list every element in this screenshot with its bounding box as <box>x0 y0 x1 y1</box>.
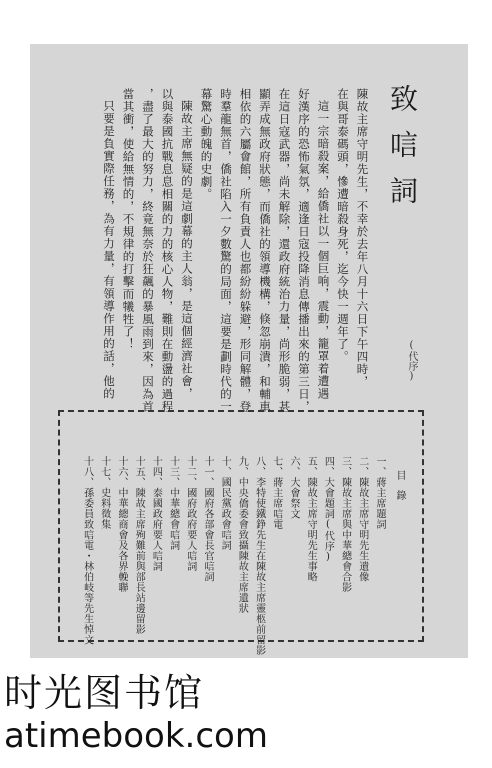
body-line: 以與泰國抗戰息息相關的力的核心人物，難則在動盪的過程 <box>160 88 175 413</box>
body-line: 相依的六屬會館，所有負責人也都紛紛躲避，形同解體，登 <box>238 88 253 413</box>
toc-item: 四、大會題詞(代序) <box>322 456 334 563</box>
toc-heading: 目錄 <box>394 470 405 510</box>
body-line: 這一宗暗殺案，給僑社以一個巨响，震動，籠罩着遭遇 <box>316 100 331 400</box>
body-line: 陳故主席無疑的是這劇幕的主人翁，是這個經濟社會， <box>180 100 194 400</box>
body-line: 只要是負實際任務，為有力量，有領導作用的話，他的 <box>102 100 116 400</box>
toc-item: 十五、陳故主席殉難前與部長站邊留影 <box>133 456 145 635</box>
toc-item: 十二、國府政府要人唁詞 <box>184 456 196 572</box>
body-line: 好漢序的恐怖氣氛，適逢日寇投降消息傳播出來的第三日， <box>297 88 311 413</box>
toc-item: 十一、國府各部會長官唁詞 <box>202 456 213 582</box>
body-line: ，盡了最大的努力，終竟無奈於狂飆的暴風雨到來，因為首 <box>141 88 155 413</box>
toc-item: 十八、孫委員致唁電・林伯岐等先生悼文 <box>81 456 93 645</box>
toc-item: 一、蔣主席題詞 <box>374 456 385 530</box>
watermark-chinese: 时光图书馆 <box>4 671 205 715</box>
toc-item: 十、國民黨政會唁詞 <box>219 456 231 551</box>
toc-item: 十三、中華總會唁詞 <box>167 456 179 551</box>
page-subtitle: (代序) <box>406 340 417 382</box>
body-line: 陳故主席守明先生，不幸於去年八月十六日下午四時， <box>355 88 370 388</box>
body-line: 幕驚心動魄的史劇。 <box>199 88 214 201</box>
toc-item: 七、蔣主席唁電 <box>270 456 282 530</box>
body-line: 當其衝，使給無情的，不規律的打擊而犧牲了！ <box>121 88 136 351</box>
toc-item: 十七、史料徵集 <box>98 456 110 530</box>
toc-item: 五、陳故主席守明先生事略 <box>305 456 317 582</box>
watermark-url: atimebook.com <box>4 716 268 756</box>
body-line: 顯弄成無政府狀態，而僑社的領導機構，倏忽崩潰，和輔車 <box>258 88 272 413</box>
toc-item: 二、陳故主席守明先生遺像 <box>356 456 368 582</box>
body-line: 在這日寇武器，尚未解除，還政府統治力量，尚形脆弱，甚 <box>277 88 292 413</box>
toc-item: 六、大會祭文 <box>288 456 299 519</box>
toc-item: 十六、中華總商會及各界輓聯 <box>116 456 127 593</box>
body-line: 在與哥泰碼頭，慘遭暗殺身死，迄今快一週年了。 <box>336 88 350 363</box>
toc-item: 三、陳故主席與中華總會合影 <box>339 456 351 593</box>
body-line: 時羣龍無首，僑社陷入一夕數驚的局面，這要是劃時代的一 <box>219 88 233 413</box>
toc-item: 十四、泰國政府要人唁詞 <box>150 456 162 572</box>
toc-item: 八、李特使鐵錚先生在陳故主席靈柩前留影 <box>253 456 265 656</box>
toc-item: 九、中央僑委會致攝陳故主席遺狀 <box>236 456 248 614</box>
page-title: 致唁詞 <box>386 84 419 222</box>
